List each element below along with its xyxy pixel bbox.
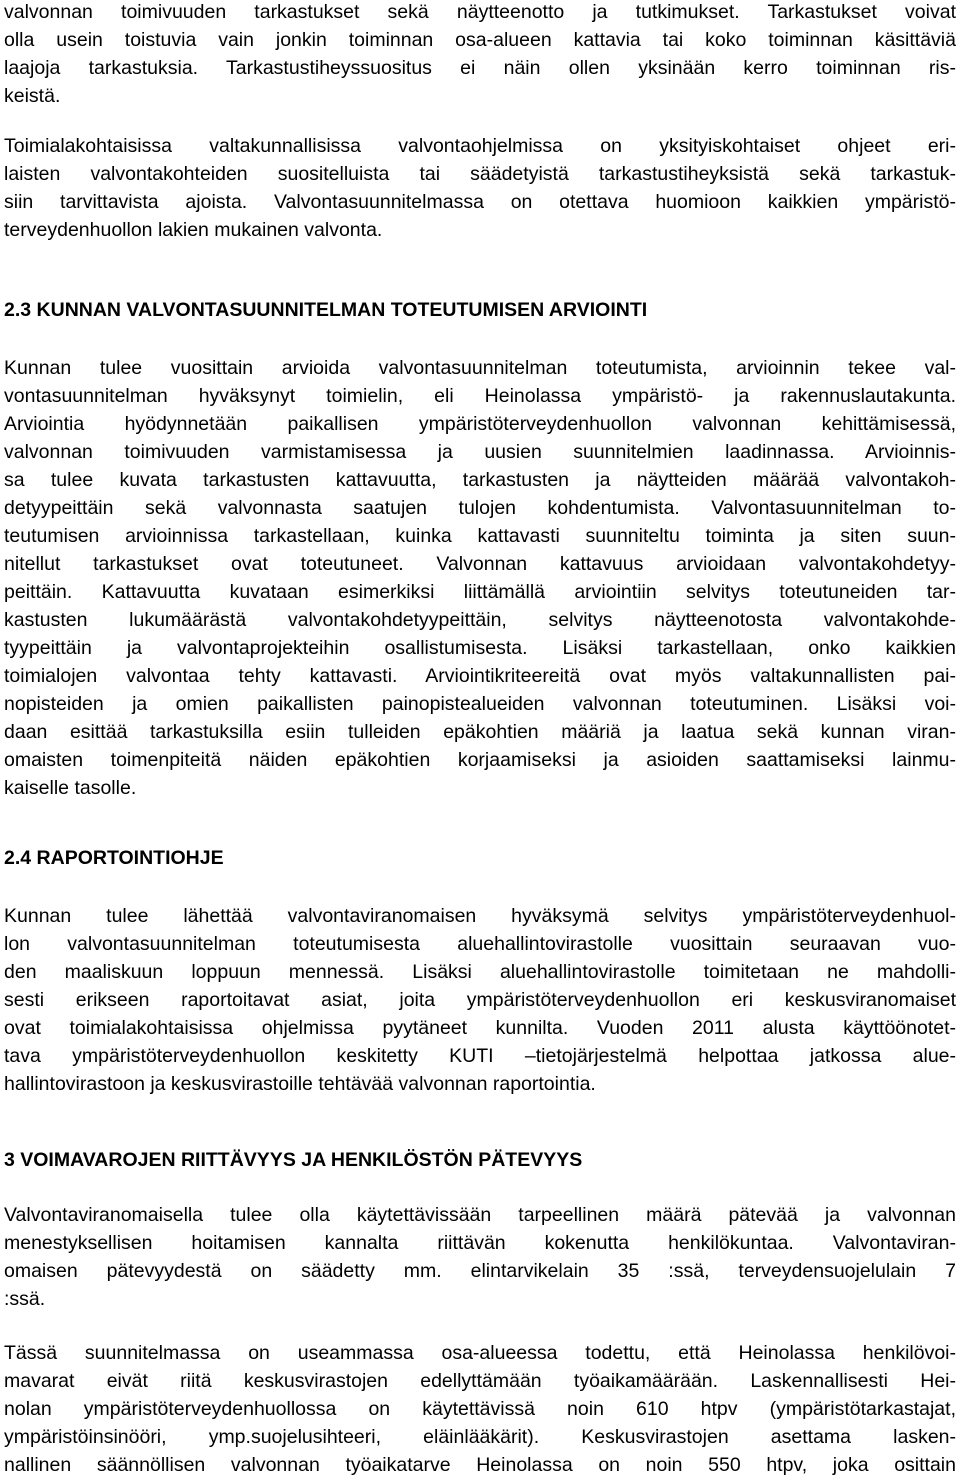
text-line: peittäin. Kattavuutta kuvataan esimerkiksi liittämällä arviointiin selvitys toteutuneiden tar- <box>4 581 956 603</box>
text-line: daan esittää tarkastuksilla esiin tulleiden epäkohtien määriä ja laatua sekä kunnan viran- <box>4 721 956 743</box>
text-line: Arviointia hyödynnetään paikallisen ympäristöterveydenhuollon valvonnan kehittämisessä, <box>4 413 956 435</box>
text-line: omaisen pätevyydestä on säädetty mm. elintarvikelain 35 :ssä, terveydensuojelulain 7 <box>4 1260 956 1282</box>
text-line: Tässä suunnitelmassa on useammassa osa-alueessa todettu, että Heinolassa henkilövoi- <box>4 1342 956 1364</box>
text-line: nopisteiden ja omien paikallisten painopistealueiden valvonnan toteutuminen. Lisäksi voi- <box>4 693 956 715</box>
text-line: nallinen säännöllisen valvonnan työaikatarve Heinolassa on noin 550 htpv, joka osittain <box>4 1454 956 1476</box>
text-line: detyypeittäin sekä valvonnasta saatujen tulojen kohdentumista. Valvontasuunnitelman to- <box>4 497 956 519</box>
text-line: Toimialakohtaisissa valtakunnallisissa valvontaohjelmissa on yksityiskohtaiset ohjeet eri- <box>4 135 956 157</box>
text-line: ympäristöinsinööri, ymp.suojelusihteeri, eläinlääkärit). Keskusvirastojen asettama lasken- <box>4 1426 956 1448</box>
text-line: tava ympäristöterveydenhuollon keskitetty KUTI –tietojärjestelmä helpottaa jatkossa alue- <box>4 1045 956 1067</box>
text-line: mavarat eivät riitä keskusvirastojen edellyttämään työaikamäärään. Laskennallisesti Hei- <box>4 1370 956 1392</box>
text-line: keistä. <box>4 85 61 107</box>
text-line: Valvontaviranomaisella tulee olla käytettävissään tarpeellinen määrä pätevää ja valvonnan <box>4 1204 956 1226</box>
text-line: teutumisen arvioinnissa tarkastellaan, kuinka kattavasti suunniteltu toiminta ja siten suun- <box>4 525 956 547</box>
text-line: ovat toimialakohtaisissa ohjelmissa pyytäneet kunnilta. Vuoden 2011 alusta käyttöönotet- <box>4 1017 956 1039</box>
text-line: kaiselle tasolle. <box>4 777 137 799</box>
text-line: laisten valvontakohteiden suositelluista tai säädetyistä tarkastustiheyksistä sekä tarkastuk- <box>4 163 956 185</box>
text-line: menestyksellisen hoitamisen kannalta riittävän kokenutta henkilökuntaa. Valvontaviran- <box>4 1232 956 1254</box>
text-line: nitellut tarkastukset ovat toteutuneet. Valvonnan kattavuus arvioidaan valvontakohdetyy- <box>4 553 956 575</box>
text-line: toimialojen valvontaa tehty kattavasti. Arviointikriteereitä ovat myös valtakunnallisten pai- <box>4 665 956 687</box>
text-line: sa tulee kuvata tarkastusten kattavuutta, tarkastusten ja näytteiden määrää valvontakoh- <box>4 469 956 491</box>
text-line: lon valvontasuunnitelman toteutumisesta aluehallintovirastolle vuosittain seuraavan vuo- <box>4 933 956 955</box>
text-line: Kunnan tulee vuosittain arvioida valvontasuunnitelman toteutumista, arvioinnin tekee val- <box>4 357 956 379</box>
text-line: valvonnan toimivuuden varmistamisessa ja uusien suunnitelmien laadinnassa. Arvioinnis- <box>4 441 956 463</box>
text-line: den maaliskuun loppuun mennessä. Lisäksi aluehallintovirastolle toimitetaan ne mahdolli- <box>4 961 956 983</box>
text-line: kastusten lukumäärästä valvontakohdetyypeittäin, selvitys näytteenotosta valvontakohde- <box>4 609 956 631</box>
text-line: sesti erikseen raportoitavat asiat, joita ympäristöterveydenhuollon eri keskusviranomaiset <box>4 989 956 1011</box>
section-heading-2-4: 2.4 RAPORTOINTIOHJE <box>4 847 224 869</box>
section-heading-2-3: 2.3 KUNNAN VALVONTASUUNNITELMAN TOTEUTUMISEN ARVIOINTI <box>4 299 648 321</box>
text-line: terveydenhuollon lakien mukainen valvonta. <box>4 219 383 241</box>
text-line: nolan ympäristöterveydenhuollossa on käytettävissä noin 610 htpv (ympäristötarkastajat, <box>4 1398 956 1420</box>
section-heading-3: 3 VOIMAVAROJEN RIITTÄVYYS JA HENKILÖSTÖN PÄTEVYYS <box>4 1149 583 1171</box>
text-line: omaisten toimenpiteitä näiden epäkohtien korjaamiseksi ja asioiden saattamiseksi lainmu- <box>4 749 956 771</box>
text-line: vontasuunnitelman hyväksynyt toimielin, eli Heinolassa ympäristö- ja rakennuslautakunta. <box>4 385 956 407</box>
text-line: hallintovirastoon ja keskusvirastoille tehtävää valvonnan raportointia. <box>4 1073 596 1095</box>
text-line: laajoja tarkastuksia. Tarkastustiheyssuositus ei näin ollen yksinään kerro toiminnan ris- <box>4 57 956 79</box>
text-line: valvonnan toimivuuden tarkastukset sekä näytteenotto ja tutkimukset. Tarkastukset voivat <box>4 1 956 23</box>
text-line: Kunnan tulee lähettää valvontaviranomaisen hyväksymä selvitys ympäristöterveydenhuol- <box>4 905 956 927</box>
text-line: siin tarvittavista ajoista. Valvontasuunnitelmassa on otettava huomioon kaikkien ympäristö- <box>4 191 956 213</box>
text-line: :ssä. <box>4 1288 46 1310</box>
text-line: olla usein toistuvia vain jonkin toiminnan osa-alueen kattavia tai koko toiminnan käsittäviä <box>4 29 956 51</box>
text-line: tyypeittäin ja valvontaprojekteihin osallistumisesta. Lisäksi tarkastellaan, onko kaikkien <box>4 637 956 659</box>
